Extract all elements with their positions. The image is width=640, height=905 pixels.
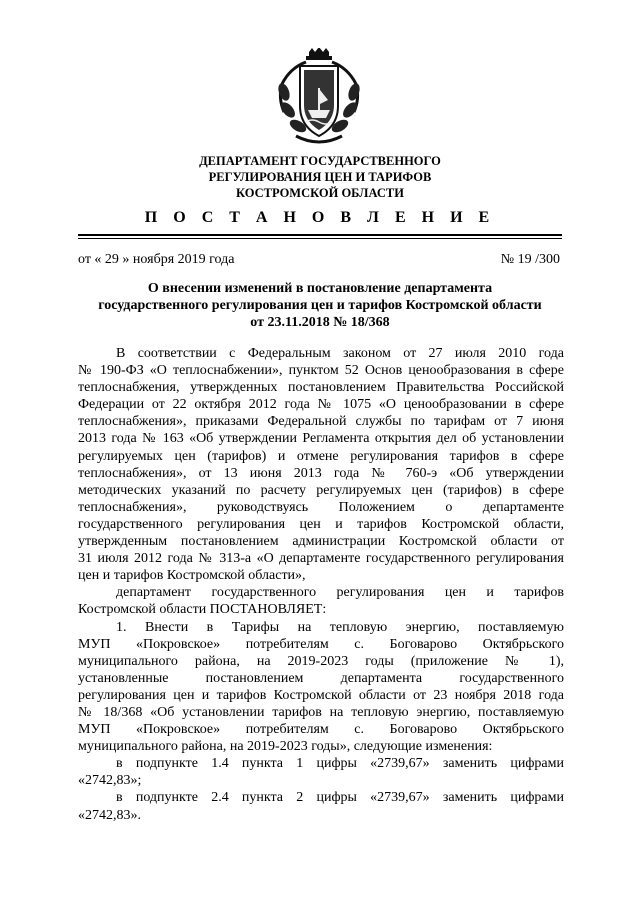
document-number: № 19 /300	[500, 252, 560, 267]
body-line: в подпункте 2.4 пункта 2 цифры «2739,67» заменить цифрами	[116, 790, 564, 806]
body-line: муниципального района, на 2019-2023 годы», следующие изменения:	[78, 739, 493, 755]
body-line: регулирования цен и тарифов Костромской области от 23 ноября 2018 года	[78, 687, 564, 703]
document-type-heading: П О С Т А Н О В Л Е Н И Е	[144, 209, 496, 226]
department-line: КОСТРОМСКОЙ ОБЛАСТИ	[236, 186, 404, 200]
body-line: 1. Внести в Тарифы на тепловую энергию, поставляемую	[116, 619, 564, 635]
body-line: МУП «Покровское» потребителям с. Боговарово Октябрьского	[78, 722, 564, 738]
body-line: «2742,83»;	[78, 773, 142, 789]
body-line: теплоснабжения», от 13 июня 2013 года № 760-э «Об утверждении	[78, 465, 564, 481]
body-line: в подпункте 1.4 пункта 1 цифры «2739,67» заменить цифрами	[116, 756, 564, 772]
body-line: теплоснабжения, утвержденных постановлением Правительства Российской	[78, 380, 564, 396]
body-line: цен и тарифов Костромской области»,	[78, 568, 306, 584]
body-line: В соответствии с Федеральным законом от 27 июля 2010 года	[116, 346, 564, 361]
body-line: 31 июля 2012 года № 313-а «О департаменте государственного регулирования	[78, 551, 564, 567]
body-line: Костромской области ПОСТАНОВЛЯЕТ:	[78, 602, 327, 618]
header-divider-thin	[78, 238, 562, 239]
body-line: 2013 года № 163 «Об утверждении Регламента открытия дел об установлении	[78, 431, 564, 447]
body-line: «2742,83».	[78, 807, 141, 823]
body-line: МУП «Покровское» потребителям с. Боговарово Октябрьского	[78, 636, 564, 652]
body-line: регулируемых цен (тарифов) и отмене регулирования тарифов в сфере	[78, 448, 564, 464]
coat-of-arms-emblem	[276, 48, 362, 148]
body-line: № 18/368 «Об установлении тарифов на тепловую энергию, поставляемую	[78, 704, 564, 720]
body-line: департамент государственного регулирования цен и тарифов	[116, 585, 564, 601]
body-line: теплоснабжения», приказами Федеральной службы по тарифам от 7 июня	[78, 414, 564, 430]
body-line: № 190-ФЗ «О теплоснабжении», пунктом 52 Основ ценообразования в сфере	[78, 363, 564, 379]
body-line: государственного регулирования цен и тарифов Костромской области,	[78, 516, 564, 532]
body-line: Федерации от 22 октября 2012 года № 1075 «О ценообразовании в сфере	[78, 397, 564, 413]
title-line: государственного регулирования цен и тарифов Костромской области	[98, 298, 542, 313]
body-line: муниципального района, на 2019-2023 годы (приложение № 1),	[78, 653, 564, 669]
title-line: от 23.11.2018 № 18/368	[250, 315, 390, 330]
body-line: методических указаний по расчету регулируемых цен (тарифов) в сфере	[78, 482, 564, 498]
body-line: утвержденным постановлением администрации Костромской области от	[78, 534, 564, 550]
document-title	[70, 280, 570, 331]
body-line: установленные постановлением департамента государственного	[78, 670, 564, 686]
body-line: теплоснабжения», руководствуясь Положением о департаменте	[78, 499, 564, 515]
department-name	[120, 153, 520, 201]
title-line: О внесении изменений в постановление департамента	[147, 281, 493, 296]
department-line: РЕГУЛИРОВАНИЯ ЦЕН И ТАРИФОВ	[208, 170, 432, 184]
document-date: от « 29 » ноября 2019 года	[78, 252, 235, 267]
header-divider-thick	[78, 234, 562, 236]
department-line: ДЕПАРТАМЕНТ ГОСУДАРСТВЕННОГО	[199, 154, 441, 168]
document-body	[78, 345, 564, 824]
